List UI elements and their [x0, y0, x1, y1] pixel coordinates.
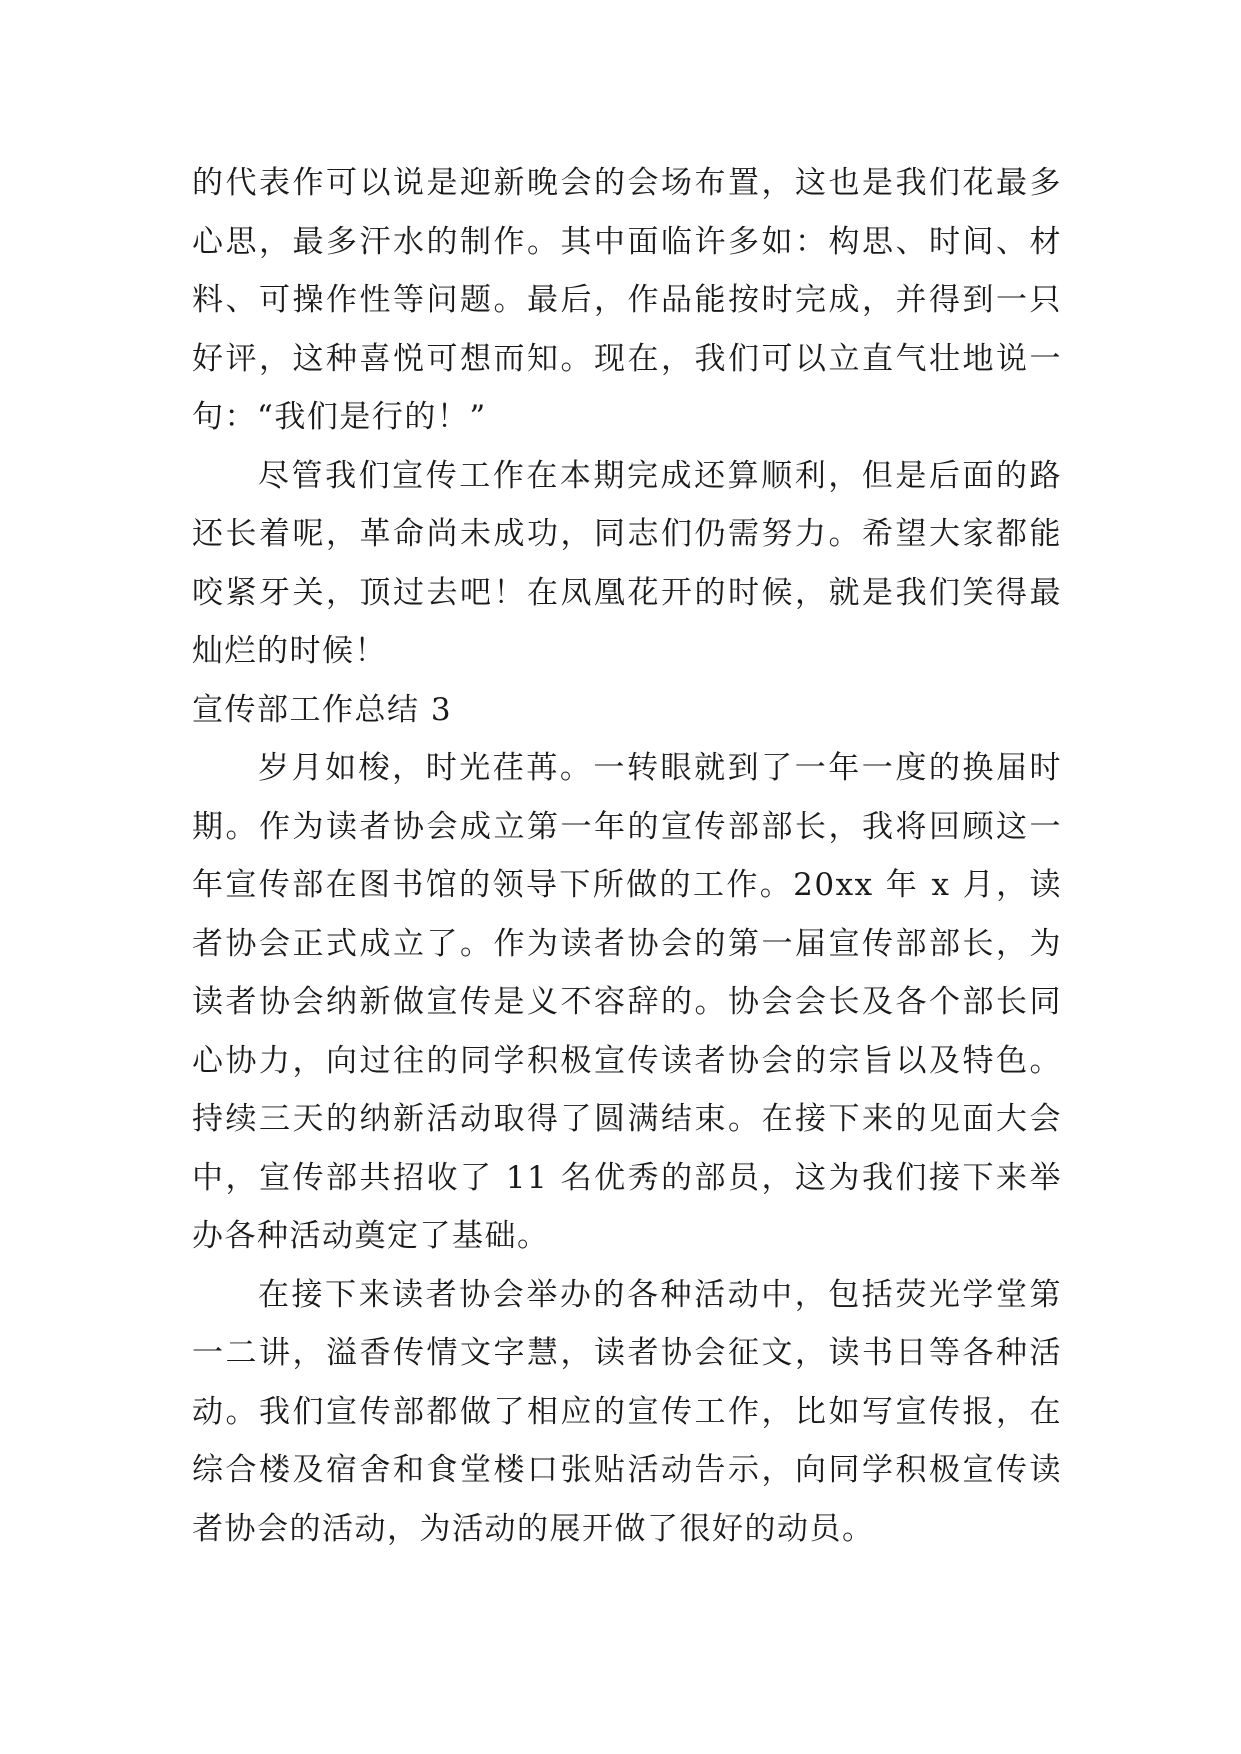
section-title: 宣传部工作总结 3: [192, 691, 453, 728]
document-body: [192, 154, 1062, 1558]
paragraph-3: 岁月如梭，时光荏苒。一转眼就到了一年一度的换届时期。作为读者协会成立第一年的宣传部部长，我将回顾这一年宣传部在图书馆的领导下所做的工作。20xx 年 x 月，读者协会正式成立了。作为读者协会的第一届宣传部部长，为读者协会纳新做宣传是义不容辞的。协会会长及各个部长同心协力，向过往的同学积极宣传读者协会的宗旨以及特色。持续三天的纳新活动取得了圆满结束。在接下来的见面大会中，宣传部共招收了 11 名优秀的部员，这为我们接下来举办各种活动奠定了基础。: [192, 750, 1062, 1254]
paragraph-4: 在接下来读者协会举办的各种活动中，包括荧光学堂第一二讲，溢香传情文字慧，读者协会征文，读书日等各种活动。我们宣传部都做了相应的宣传工作，比如写宣传报，在综合楼及宿舍和食堂楼口张贴活动告示，向同学积极宣传读者协会的活动，为活动的展开做了很好的动员。: [192, 1276, 1062, 1547]
paragraph-1: 的代表作可以说是迎新晚会的会场布置，这也是我们花最多心思，最多汗水的制作。其中面临许多如：构思、时间、材料、可操作性等问题。最后，作品能按时完成，并得到一只好评，这种喜悦可想而知。现在，我们可以立直气壮地说一句：“我们是行的！”: [192, 165, 1062, 435]
paragraph-2: 尽管我们宣传工作在本期完成还算顺利，但是后面的路还长着呢，革命尚未成功，同志们仍需努力。希望大家都能咬紧牙关，顶过去吧！在凤凰花开的时候，就是我们笑得最灿烂的时候！: [192, 457, 1062, 669]
